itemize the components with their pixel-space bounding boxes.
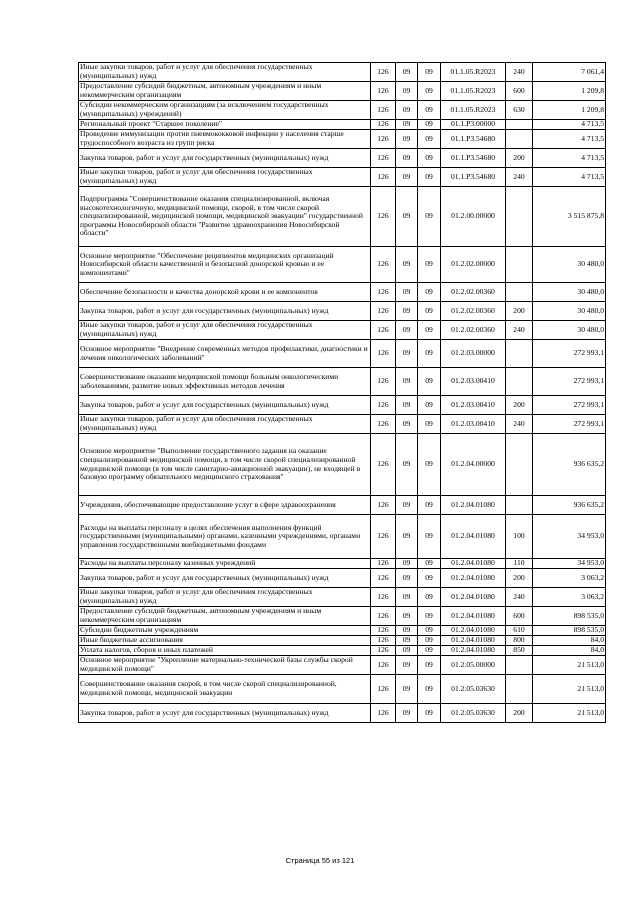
cell-sum: 936 635,2 — [533, 434, 606, 496]
cell-csr: 01.2.04.01080 — [441, 626, 506, 636]
cell-csr: 01.1.P3.54680 — [441, 168, 506, 187]
cell-sum: 272 993,1 — [533, 368, 606, 396]
cell-sum: 30 480,0 — [533, 302, 606, 321]
table-row — [79, 636, 606, 646]
cell-pr: 09 — [418, 149, 441, 168]
cell-ved: 126 — [371, 559, 396, 569]
cell-csr: 01.2.04.00000 — [441, 434, 506, 496]
cell-ved: 126 — [371, 302, 396, 321]
cell-pr: 09 — [418, 588, 441, 607]
cell-vr — [506, 187, 533, 247]
cell-vr — [506, 675, 533, 704]
cell-ved: 126 — [371, 415, 396, 434]
cell-vr — [506, 496, 533, 515]
cell-ved: 126 — [371, 656, 396, 675]
cell-vr — [506, 283, 533, 302]
cell-ved: 126 — [371, 588, 396, 607]
cell-ved: 126 — [371, 704, 396, 723]
cell-pr: 09 — [418, 704, 441, 723]
cell-ved: 126 — [371, 82, 396, 101]
cell-sum: 898 535,0 — [533, 607, 606, 626]
cell-ved: 126 — [371, 496, 396, 515]
cell-rz: 09 — [396, 515, 418, 559]
cell-pr: 09 — [418, 302, 441, 321]
cell-pr: 09 — [418, 607, 441, 626]
cell-vr: 240 — [506, 588, 533, 607]
cell-rz: 09 — [396, 396, 418, 415]
table-row — [79, 569, 606, 588]
cell-vr: 240 — [506, 63, 533, 82]
table-row — [79, 434, 606, 496]
cell-sum: 272 993,1 — [533, 415, 606, 434]
cell-rz: 09 — [396, 496, 418, 515]
cell-sum: 272 993,1 — [533, 396, 606, 415]
cell-ved: 126 — [371, 515, 396, 559]
cell-vr — [506, 247, 533, 283]
table-row — [79, 656, 606, 675]
cell-vr — [506, 120, 533, 130]
table-row — [79, 101, 606, 120]
cell-sum: 3 063,2 — [533, 569, 606, 588]
cell-ved: 126 — [371, 396, 396, 415]
cell-vr: 110 — [506, 559, 533, 569]
table-row — [79, 496, 606, 515]
cell-sum: 21 513,0 — [533, 704, 606, 723]
table-row — [79, 120, 606, 130]
cell-ved: 126 — [371, 636, 396, 646]
cell-name: Расходы на выплаты персоналу казенных учреждений — [79, 559, 371, 569]
cell-pr: 09 — [418, 675, 441, 704]
cell-sum: 3 063,2 — [533, 588, 606, 607]
cell-vr: 200 — [506, 396, 533, 415]
cell-csr: 01.2.02.00360 — [441, 302, 506, 321]
cell-vr: 850 — [506, 646, 533, 656]
table-row — [79, 321, 606, 340]
cell-sum: 898 535,0 — [533, 626, 606, 636]
cell-ved: 126 — [371, 247, 396, 283]
cell-csr: 01.2.03.00410 — [441, 415, 506, 434]
cell-vr: 200 — [506, 569, 533, 588]
cell-name: Субсидии бюджетным учреждениям — [79, 626, 371, 636]
cell-rz: 09 — [396, 569, 418, 588]
cell-csr: 01.1.P3.54680 — [441, 130, 506, 149]
cell-pr: 09 — [418, 559, 441, 569]
cell-name: Предоставление субсидий бюджетным, автономным учреждениям и иным некоммерческим организациям — [79, 607, 371, 626]
cell-csr: 01.1.05.R2023 — [441, 82, 506, 101]
cell-rz: 09 — [396, 675, 418, 704]
cell-ved: 126 — [371, 607, 396, 626]
cell-sum: 84,0 — [533, 646, 606, 656]
table-row — [79, 63, 606, 82]
cell-sum: 84,0 — [533, 636, 606, 646]
cell-csr: 01.2.02.00000 — [441, 247, 506, 283]
cell-rz: 09 — [396, 63, 418, 82]
cell-name: Иные закупки товаров, работ и услуг для обеспечения государственных (муниципальных) нужд — [79, 415, 371, 434]
cell-rz: 09 — [396, 340, 418, 368]
cell-pr: 09 — [418, 63, 441, 82]
cell-ved: 126 — [371, 321, 396, 340]
cell-ved: 126 — [371, 646, 396, 656]
cell-ved: 126 — [371, 120, 396, 130]
cell-name: Закупка товаров, работ и услуг для государственных (муниципальных) нужд — [79, 149, 371, 168]
cell-pr: 09 — [418, 247, 441, 283]
cell-csr: 01.2.02.00360 — [441, 283, 506, 302]
table-row — [79, 415, 606, 434]
cell-rz: 09 — [396, 101, 418, 120]
cell-pr: 09 — [418, 656, 441, 675]
cell-sum: 7 061,4 — [533, 63, 606, 82]
cell-rz: 09 — [396, 704, 418, 723]
cell-name: Иные закупки товаров, работ и услуг для обеспечения государственных (муниципальных) нужд — [79, 588, 371, 607]
cell-pr: 09 — [418, 321, 441, 340]
cell-sum: 4 713,5 — [533, 120, 606, 130]
cell-ved: 126 — [371, 368, 396, 396]
cell-rz: 09 — [396, 247, 418, 283]
cell-csr: 01.2.03.00410 — [441, 396, 506, 415]
cell-name: Проведение иммунизации против пневмококковой инфекции у населения старше трудоспособного возраста из групп риска — [79, 130, 371, 149]
cell-pr: 09 — [418, 636, 441, 646]
cell-ved: 126 — [371, 569, 396, 588]
table-row — [79, 82, 606, 101]
cell-csr: 01.2.03.00410 — [441, 368, 506, 396]
cell-sum: 30 480,0 — [533, 283, 606, 302]
cell-pr: 09 — [418, 101, 441, 120]
cell-rz: 09 — [396, 588, 418, 607]
cell-ved: 126 — [371, 187, 396, 247]
cell-vr: 100 — [506, 515, 533, 559]
cell-vr: 200 — [506, 149, 533, 168]
table-row — [79, 149, 606, 168]
cell-ved: 126 — [371, 675, 396, 704]
cell-rz: 09 — [396, 149, 418, 168]
cell-vr: 600 — [506, 607, 533, 626]
cell-name: Совершенствование оказания медицинской помощи больным онкологическими заболеваниями, развитие новых эффективных методов лечения — [79, 368, 371, 396]
cell-csr: 01.1.P3.54680 — [441, 149, 506, 168]
cell-csr: 01.2.00.00000 — [441, 187, 506, 247]
cell-rz: 09 — [396, 168, 418, 187]
cell-csr: 01.2.04.01080 — [441, 515, 506, 559]
cell-rz: 09 — [396, 321, 418, 340]
cell-csr: 01.2.04.01080 — [441, 588, 506, 607]
cell-pr: 09 — [418, 515, 441, 559]
table-row — [79, 646, 606, 656]
cell-sum: 1 209,8 — [533, 82, 606, 101]
cell-pr: 09 — [418, 283, 441, 302]
cell-ved: 126 — [371, 168, 396, 187]
cell-rz: 09 — [396, 559, 418, 569]
cell-ved: 126 — [371, 149, 396, 168]
cell-name: Региональный проект "Старшее поколение" — [79, 120, 371, 130]
cell-vr: 610 — [506, 626, 533, 636]
cell-name: Учреждения, обеспечивающие предоставление услуг в сфере здравоохранения — [79, 496, 371, 515]
cell-name: Основное мероприятие "Обеспечение реципиентов медицинских организаций Новосибирской области качественной и безопасной донорской кровью и ее компонентами" — [79, 247, 371, 283]
cell-rz: 09 — [396, 368, 418, 396]
table-body — [79, 63, 606, 723]
cell-sum: 272 993,1 — [533, 340, 606, 368]
cell-sum: 30 480,0 — [533, 247, 606, 283]
cell-vr: 240 — [506, 415, 533, 434]
cell-vr — [506, 656, 533, 675]
cell-pr: 09 — [418, 434, 441, 496]
cell-csr: 01.2.04.01080 — [441, 636, 506, 646]
cell-name: Уплата налогов, сборов и иных платежей — [79, 646, 371, 656]
cell-name: Иные закупки товаров, работ и услуг для обеспечения государственных (муниципальных) нужд — [79, 168, 371, 187]
cell-rz: 09 — [396, 415, 418, 434]
cell-rz: 09 — [396, 82, 418, 101]
cell-name: Иные закупки товаров, работ и услуг для обеспечения государственных (муниципальных) нужд — [79, 63, 371, 82]
cell-name: Закупка товаров, работ и услуг для государственных (муниципальных) нужд — [79, 569, 371, 588]
table-row — [79, 396, 606, 415]
cell-vr: 630 — [506, 101, 533, 120]
cell-csr: 01.2.04.01080 — [441, 496, 506, 515]
cell-name: Иные закупки товаров, работ и услуг для обеспечения государственных (муниципальных) нужд — [79, 321, 371, 340]
cell-csr: 01.2.05.03630 — [441, 675, 506, 704]
cell-name: Обеспечение безопасности и качества донорской крови и ее компонентов — [79, 283, 371, 302]
cell-ved: 126 — [371, 130, 396, 149]
cell-sum: 936 635,2 — [533, 496, 606, 515]
cell-rz: 09 — [396, 120, 418, 130]
cell-ved: 126 — [371, 101, 396, 120]
cell-csr: 01.1.05.R2023 — [441, 101, 506, 120]
cell-pr: 09 — [418, 415, 441, 434]
table-row — [79, 283, 606, 302]
cell-sum: 30 480,0 — [533, 321, 606, 340]
table-row — [79, 559, 606, 569]
cell-rz: 09 — [396, 636, 418, 646]
cell-pr: 09 — [418, 120, 441, 130]
cell-ved: 126 — [371, 340, 396, 368]
cell-rz: 09 — [396, 187, 418, 247]
table-row — [79, 302, 606, 321]
cell-vr: 200 — [506, 704, 533, 723]
cell-sum: 21 513,0 — [533, 656, 606, 675]
cell-pr: 09 — [418, 496, 441, 515]
cell-name: Закупка товаров, работ и услуг для государственных (муниципальных) нужд — [79, 704, 371, 723]
cell-sum: 3 515 875,8 — [533, 187, 606, 247]
cell-ved: 126 — [371, 283, 396, 302]
cell-rz: 09 — [396, 434, 418, 496]
cell-sum: 1 209,8 — [533, 101, 606, 120]
cell-pr: 09 — [418, 646, 441, 656]
table-row — [79, 626, 606, 636]
cell-name: Иные бюджетные ассигнования — [79, 636, 371, 646]
cell-vr — [506, 340, 533, 368]
cell-name: Закупка товаров, работ и услуг для государственных (муниципальных) нужд — [79, 302, 371, 321]
cell-vr — [506, 368, 533, 396]
cell-name: Совершенствование оказания скорой, в том числе скорой специализированной, медицинской помощи, медицинской эвакуации — [79, 675, 371, 704]
cell-ved: 126 — [371, 626, 396, 636]
cell-sum: 4 713,5 — [533, 149, 606, 168]
table-row — [79, 515, 606, 559]
cell-vr: 240 — [506, 321, 533, 340]
cell-name: Субсидии некоммерческим организациям (за исключением государственных (муниципальных) учреждений) — [79, 101, 371, 120]
table-row — [79, 607, 606, 626]
cell-rz: 09 — [396, 283, 418, 302]
cell-pr: 09 — [418, 340, 441, 368]
cell-pr: 09 — [418, 368, 441, 396]
budget-table — [78, 62, 606, 723]
cell-sum: 21 513,0 — [533, 675, 606, 704]
cell-vr: 800 — [506, 636, 533, 646]
table-row — [79, 247, 606, 283]
cell-vr: 240 — [506, 168, 533, 187]
table-row — [79, 340, 606, 368]
cell-rz: 09 — [396, 646, 418, 656]
cell-vr — [506, 130, 533, 149]
cell-csr: 01.2.05.03630 — [441, 704, 506, 723]
cell-csr: 01.2.04.01080 — [441, 569, 506, 588]
cell-sum: 4 713,5 — [533, 168, 606, 187]
cell-name: Закупка товаров, работ и услуг для государственных (муниципальных) нужд — [79, 396, 371, 415]
cell-csr: 01.2.04.01080 — [441, 559, 506, 569]
cell-vr: 600 — [506, 82, 533, 101]
cell-csr: 01.2.04.01080 — [441, 607, 506, 626]
cell-csr: 01.1.05.R2023 — [441, 63, 506, 82]
cell-rz: 09 — [396, 302, 418, 321]
cell-pr: 09 — [418, 130, 441, 149]
cell-name: Основное мероприятие "Укрепление материально-технической базы службы скорой медицинской помощи" — [79, 656, 371, 675]
cell-pr: 09 — [418, 396, 441, 415]
cell-ved: 126 — [371, 63, 396, 82]
cell-sum: 34 953,0 — [533, 515, 606, 559]
table-row — [79, 588, 606, 607]
table-row — [79, 168, 606, 187]
table-row — [79, 704, 606, 723]
cell-vr — [506, 434, 533, 496]
cell-pr: 09 — [418, 626, 441, 636]
table-row — [79, 130, 606, 149]
cell-sum: 4 713,5 — [533, 130, 606, 149]
cell-rz: 09 — [396, 607, 418, 626]
cell-ved: 126 — [371, 434, 396, 496]
cell-name: Расходы на выплаты персоналу в целях обеспечения выполнения функций государственными (муниципальными) органами, казенными учреждениями, органами управления государственными внебюджетными фондами — [79, 515, 371, 559]
cell-pr: 09 — [418, 82, 441, 101]
cell-rz: 09 — [396, 130, 418, 149]
cell-name: Предоставление субсидий бюджетным, автономным учреждениям и иным некоммерческим организациям — [79, 82, 371, 101]
table-row — [79, 675, 606, 704]
cell-name: Основное мероприятие "Внедрение современных методов профилактики, диагностики и лечения онкологических заболеваний" — [79, 340, 371, 368]
cell-vr: 200 — [506, 302, 533, 321]
cell-csr: 01.2.05.00000 — [441, 656, 506, 675]
cell-csr: 01.1.P3.00000 — [441, 120, 506, 130]
cell-pr: 09 — [418, 569, 441, 588]
cell-csr: 01.2.03.00000 — [441, 340, 506, 368]
cell-csr: 01.2.02.00360 — [441, 321, 506, 340]
cell-rz: 09 — [396, 626, 418, 636]
table-row — [79, 187, 606, 247]
page-number: Страница 55 из 121 — [285, 856, 355, 865]
cell-name: Основное мероприятие "Выполнение государственного задания на оказание специализированной медицинской помощи, в том числе скорой специализированной медицинской помощи (в том числе санитарно-авиационной эвакуации), не входящей в базовую программу обязательного медицинского страхования" — [79, 434, 371, 496]
cell-csr: 01.2.04.01080 — [441, 646, 506, 656]
table-row — [79, 368, 606, 396]
cell-name: Подпрограмма "Совершенствование оказания специализированной, включая высокотехнологичную, медицинской помощи, скорой, в том числе скорой специализированной, медицинской помощи, медицинской эвакуации" государственной программы Новосибирской области "Развитие здравоохранения Новосибирской области" — [79, 187, 371, 247]
cell-rz: 09 — [396, 656, 418, 675]
cell-pr: 09 — [418, 187, 441, 247]
cell-sum: 34 953,0 — [533, 559, 606, 569]
cell-pr: 09 — [418, 168, 441, 187]
